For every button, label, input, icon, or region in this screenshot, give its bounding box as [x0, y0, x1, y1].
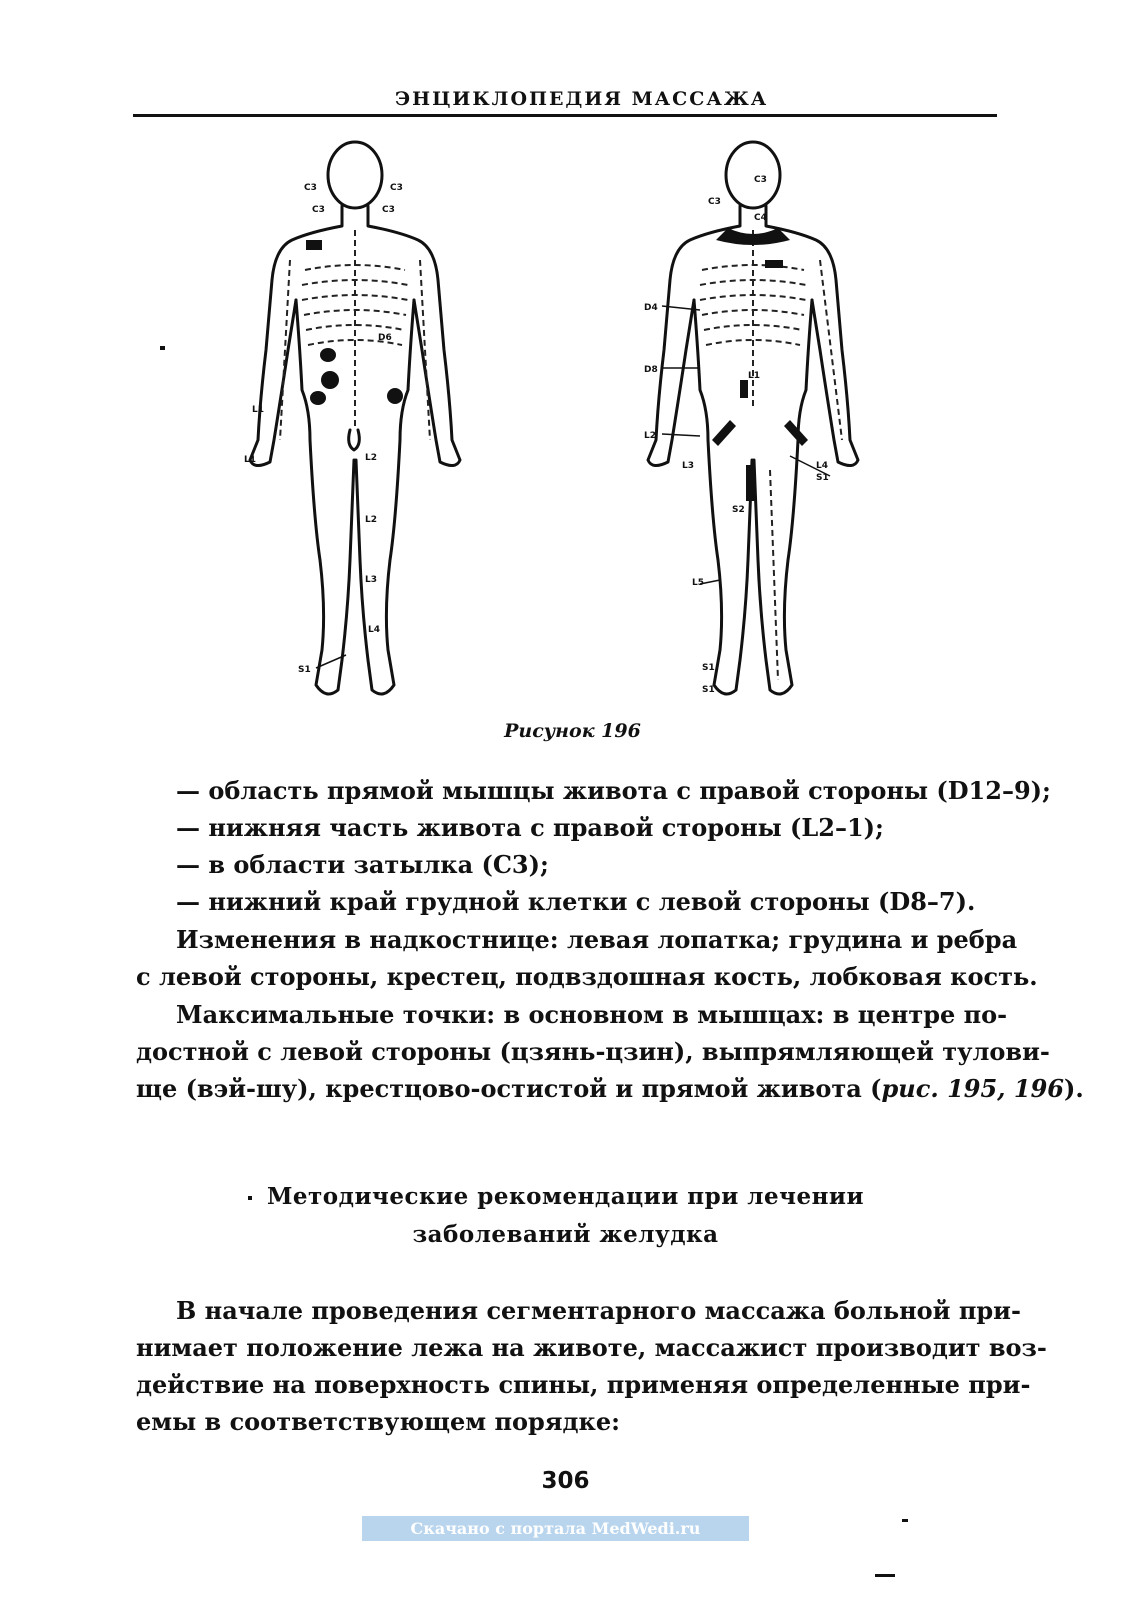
paragraph-line: Максимальные точки: в основном в мышцах: в центре по- [176, 1000, 1008, 1029]
back-label: L3 [682, 461, 694, 471]
front-body-figure [250, 142, 460, 694]
paragraph-intro [136, 1292, 1047, 1440]
paragraph-line: действие на поверхность спины, применяя определенные при- [136, 1370, 1031, 1399]
front-label: L4 [368, 625, 380, 635]
front-label: C3 [390, 183, 403, 193]
paragraph-line: емы в соответствующем порядке: [136, 1407, 620, 1436]
back-label: C4 [754, 213, 767, 223]
back-label: D8 [644, 365, 658, 375]
paragraph-text: ще (вэй-шу), крестцово-остистой и прямой живота ( [136, 1074, 882, 1103]
paragraph-line: нимает положение лежа на животе, массажист производит воз- [136, 1333, 1047, 1362]
list-item: — нижняя часть живота с правой стороны (L2–1); [176, 813, 884, 842]
section-heading [0, 1178, 1131, 1254]
front-label: L1 [244, 455, 256, 465]
stray-mark [248, 1196, 252, 1200]
page-number: 306 [541, 1468, 590, 1494]
front-label: L2 [365, 515, 377, 525]
paragraph-line: В начале проведения сегментарного массажа больной при- [176, 1296, 1021, 1325]
back-label: S1 [702, 685, 715, 695]
stray-mark [875, 1574, 895, 1577]
back-label: L2 [644, 431, 656, 441]
back-body-figure [648, 142, 858, 694]
back-label: S1 [816, 473, 829, 483]
figure-196 [230, 140, 890, 715]
back-label: D4 [644, 303, 658, 313]
segment-labels [244, 175, 829, 695]
section-heading-line: Методические рекомендации при лечении [266, 1183, 865, 1210]
header-rule [133, 114, 997, 117]
back-label: L5 [692, 578, 704, 588]
watermark-banner: Скачано с портала MedWedi.ru [362, 1516, 749, 1541]
paragraph-text-end: ). [1063, 1074, 1084, 1103]
stray-mark [160, 346, 165, 350]
front-label: L1 [252, 405, 264, 415]
front-label: C3 [312, 205, 325, 215]
paragraph-line: Изменения в надкостнице: левая лопатка; грудина и ребра [176, 925, 1018, 954]
back-label: S1 [702, 663, 715, 673]
paragraph-line: достной с левой стороны (цзянь-цзин), выпрямляющей тулови- [136, 1037, 1050, 1066]
list-item: — в области затылка (С3); [176, 850, 549, 879]
front-label: L2 [365, 453, 377, 463]
paragraph-last-line [136, 1070, 1084, 1107]
paragraph-max-points [136, 996, 1084, 1107]
running-head: ЭНЦИКЛОПЕДИЯ МАССАЖА [395, 88, 769, 110]
front-label: C3 [382, 205, 395, 215]
figure-reference: рис. 195, 196 [881, 1074, 1064, 1103]
paragraph-line: с левой стороны, крестец, подвздошная кость, лобковая кость. [136, 962, 1038, 991]
list-item: — нижний край грудной клетки с левой стороны (D8–7). [176, 887, 976, 916]
section-heading-line: заболеваний желудка [412, 1221, 719, 1248]
list-item: — область прямой мышцы живота с правой стороны (D12–9); [176, 776, 1051, 805]
back-label: L1 [748, 371, 760, 381]
back-label: L4 [816, 461, 828, 471]
stray-mark [902, 1519, 908, 1522]
list-block [136, 772, 1051, 920]
back-label: C3 [708, 197, 721, 207]
figure-caption: Рисунок 196 [504, 720, 641, 742]
back-label: S2 [732, 505, 745, 515]
front-label: D6 [378, 333, 392, 343]
back-label: C3 [754, 175, 767, 185]
paragraph-periosteum [136, 921, 1038, 995]
front-label: L3 [365, 575, 377, 585]
front-label: S1 [298, 665, 311, 675]
front-label: C3 [304, 183, 317, 193]
